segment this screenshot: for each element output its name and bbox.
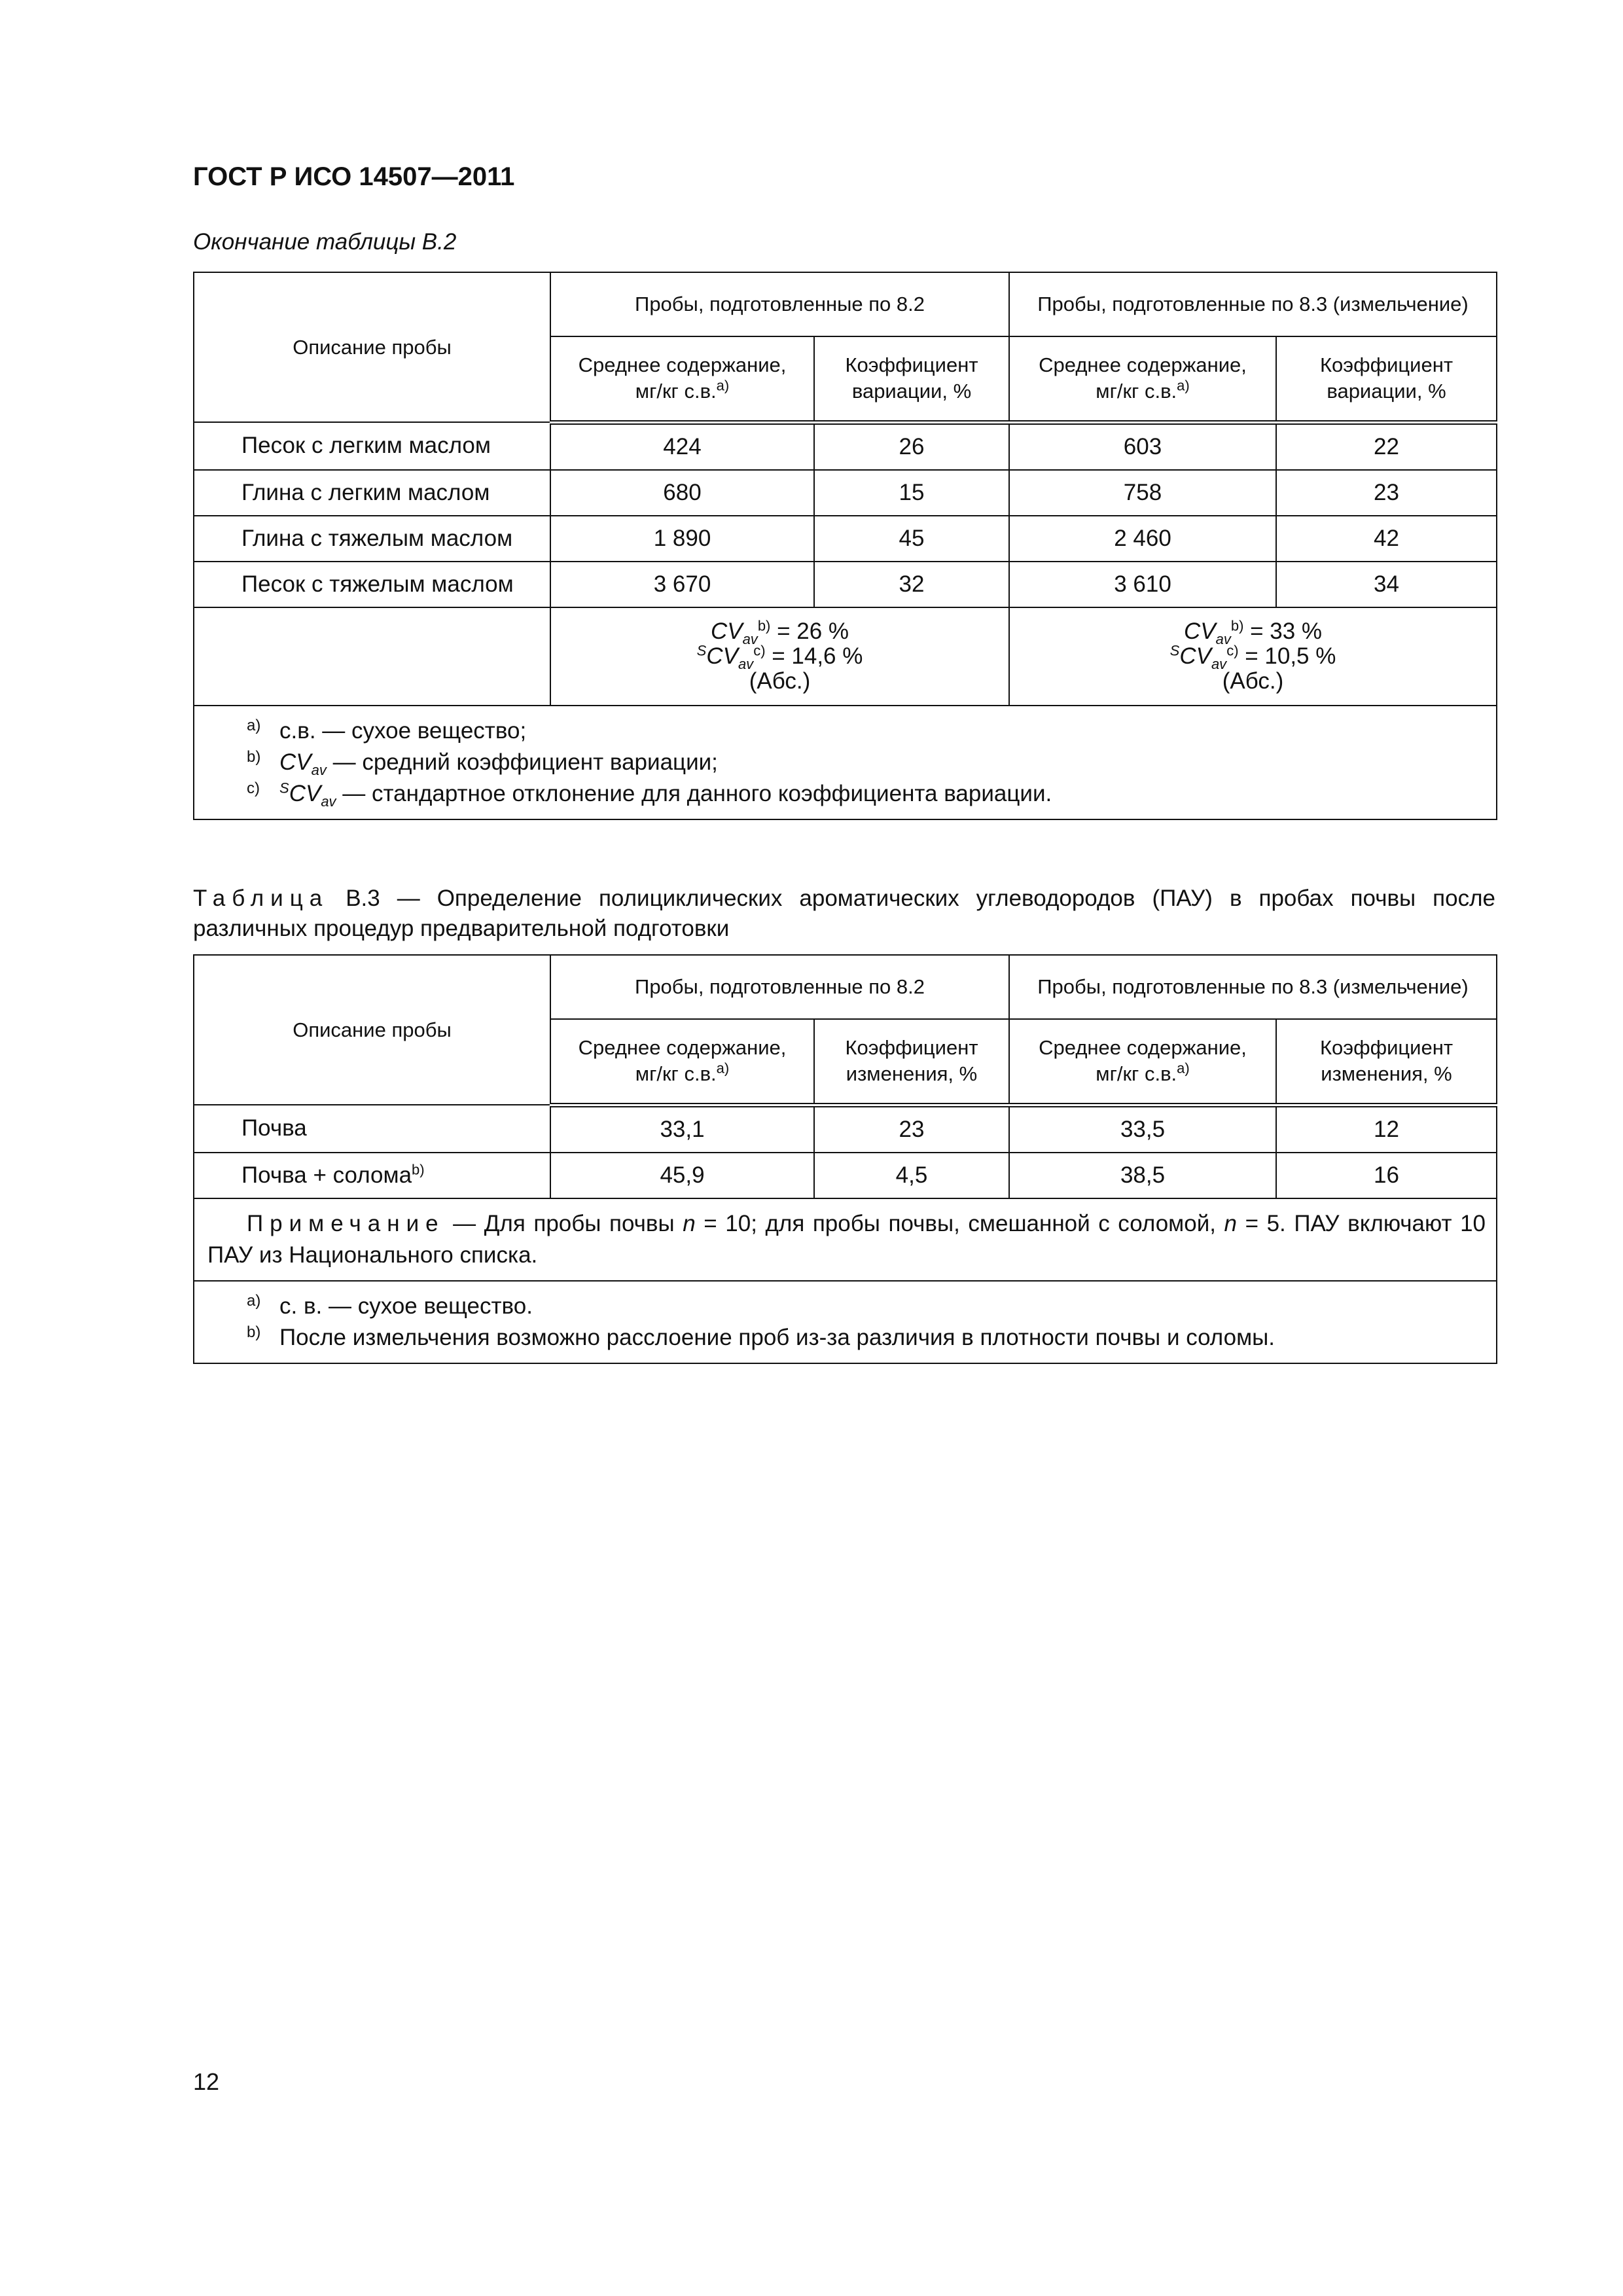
column-header-mean-a: Среднее содержание, мг/кг с.в.$^{a)}$ [550, 1019, 814, 1105]
summary-empty-cell [194, 607, 550, 706]
column-header-cv-a: Коэффициент вариации, % [814, 336, 1009, 422]
footnote: b) После измельчения возможно расслоение проб из-за различия в плотности почвы и соломы. [247, 1323, 1275, 1350]
cell-cv-a: 15 [814, 470, 1009, 516]
table-b2 [193, 272, 1497, 820]
table-row [194, 1105, 1497, 1153]
column-group-8-3: Пробы, подготовленные по 8.3 (измельчение) [1009, 955, 1497, 1019]
column-header-description: Описание пробы [194, 955, 550, 1105]
table-row [194, 516, 1497, 562]
cell-cv-a: 32 [814, 562, 1009, 607]
table-footnotes [194, 706, 1497, 819]
column-header-description: Описание пробы [194, 272, 550, 422]
cell-cv-b: 12 [1276, 1105, 1497, 1153]
summary-row [194, 607, 1497, 706]
column-header-mean-b: Среднее содержание, мг/кг с.в.$^{a)}$ [1009, 1019, 1276, 1105]
cell-cv-b: 34 [1276, 562, 1497, 607]
cell-cv-a: 23 [814, 1105, 1009, 1153]
table-footnotes [194, 1281, 1497, 1363]
cell-mean-a: 33,1 [550, 1105, 814, 1153]
footnote: a) с.в. — сухое вещество; [247, 716, 527, 744]
cell-cv-b: 16 [1276, 1153, 1497, 1198]
column-header-mean-a: Среднее содержание, мг/кг с.в.$^{a)}$ [550, 336, 814, 422]
summary-cv-b: $CV_{av}^{b)} = 33$ % $^SCV_{av}^{c)} = 10,5$ % (Абс.) [1009, 607, 1497, 706]
cell-mean-b: 603 [1009, 422, 1276, 470]
row-description: Глина с тяжелым маслом [194, 516, 550, 562]
note-row [194, 1198, 1497, 1281]
row-description: Почва [194, 1105, 550, 1153]
table-row [194, 562, 1497, 607]
cell-mean-b: 2 460 [1009, 516, 1276, 562]
cell-cv-b: 23 [1276, 470, 1497, 516]
cell-mean-a: 424 [550, 422, 814, 470]
page-number: 12 [193, 2068, 220, 2095]
cell-mean-b: 3 610 [1009, 562, 1276, 607]
row-description: Песок с тяжелым маслом [194, 562, 550, 607]
column-header-cv-b: Коэффициент изменения, % [1276, 1019, 1497, 1105]
summary-cv-a: $CV_{av}^{b)} = 26$ % $^SCV_{av}^{c)} = 14,6$ % (Абс.) [550, 607, 1009, 706]
column-header-cv-b: Коэффициент вариации, % [1276, 336, 1497, 422]
column-group-8-2: Пробы, подготовленные по 8.2 [550, 272, 1009, 336]
table-row [194, 470, 1497, 516]
cell-cv-a: 45 [814, 516, 1009, 562]
cell-mean-b: 758 [1009, 470, 1276, 516]
cell-cv-b: 42 [1276, 516, 1497, 562]
cell-mean-a: 45,9 [550, 1153, 814, 1198]
cell-mean-b: 33,5 [1009, 1105, 1276, 1153]
cell-cv-a: 4,5 [814, 1153, 1009, 1198]
column-header-mean-b: Среднее содержание, мг/кг с.в.$^{a)}$ [1009, 336, 1276, 422]
cell-cv-a: 26 [814, 422, 1009, 470]
cell-mean-a: 680 [550, 470, 814, 516]
table-b3 [193, 954, 1497, 1364]
table-row [194, 422, 1497, 470]
footnote: b) $CV_{av}$ — средний коэффициент вариации; [247, 747, 718, 778]
table-continuation-caption: Окончание таблицы В.2 [193, 229, 457, 255]
table-b3-caption: Таблица В.3 — Определение полициклических ароматических углеводородов (ПАУ) в пробах почвы после различных процедур предварительной подготовки [193, 886, 1495, 941]
table-row [194, 1153, 1497, 1198]
cell-mean-a: 1 890 [550, 516, 814, 562]
footnotes-row [194, 706, 1497, 819]
row-description: Песок с легким маслом [194, 422, 550, 470]
row-description: Почва + солома$^{b)}$ [194, 1153, 550, 1198]
document-header: ГОСТ Р ИСО 14507—2011 [193, 162, 515, 191]
cell-cv-b: 22 [1276, 422, 1497, 470]
footnote: a) с. в. — сухое вещество. [247, 1291, 533, 1319]
footnote: c) $^SCV_{av}$ — стандартное отклонение для данного коэффициента вариации. [247, 779, 1052, 810]
cell-mean-a: 3 670 [550, 562, 814, 607]
row-description: Глина с легким маслом [194, 470, 550, 516]
table-note: Примечание — Для пробы почвы n = 10; для пробы почвы, смешанной с соломой, n = 5. ПАУ включают 10 ПАУ из Национального списка. [194, 1198, 1497, 1281]
column-group-8-3: Пробы, подготовленные по 8.3 (измельчение) [1009, 272, 1497, 336]
column-header-cv-a: Коэффициент изменения, % [814, 1019, 1009, 1105]
cell-mean-b: 38,5 [1009, 1153, 1276, 1198]
column-group-8-2: Пробы, подготовленные по 8.2 [550, 955, 1009, 1019]
footnotes-row [194, 1281, 1497, 1363]
